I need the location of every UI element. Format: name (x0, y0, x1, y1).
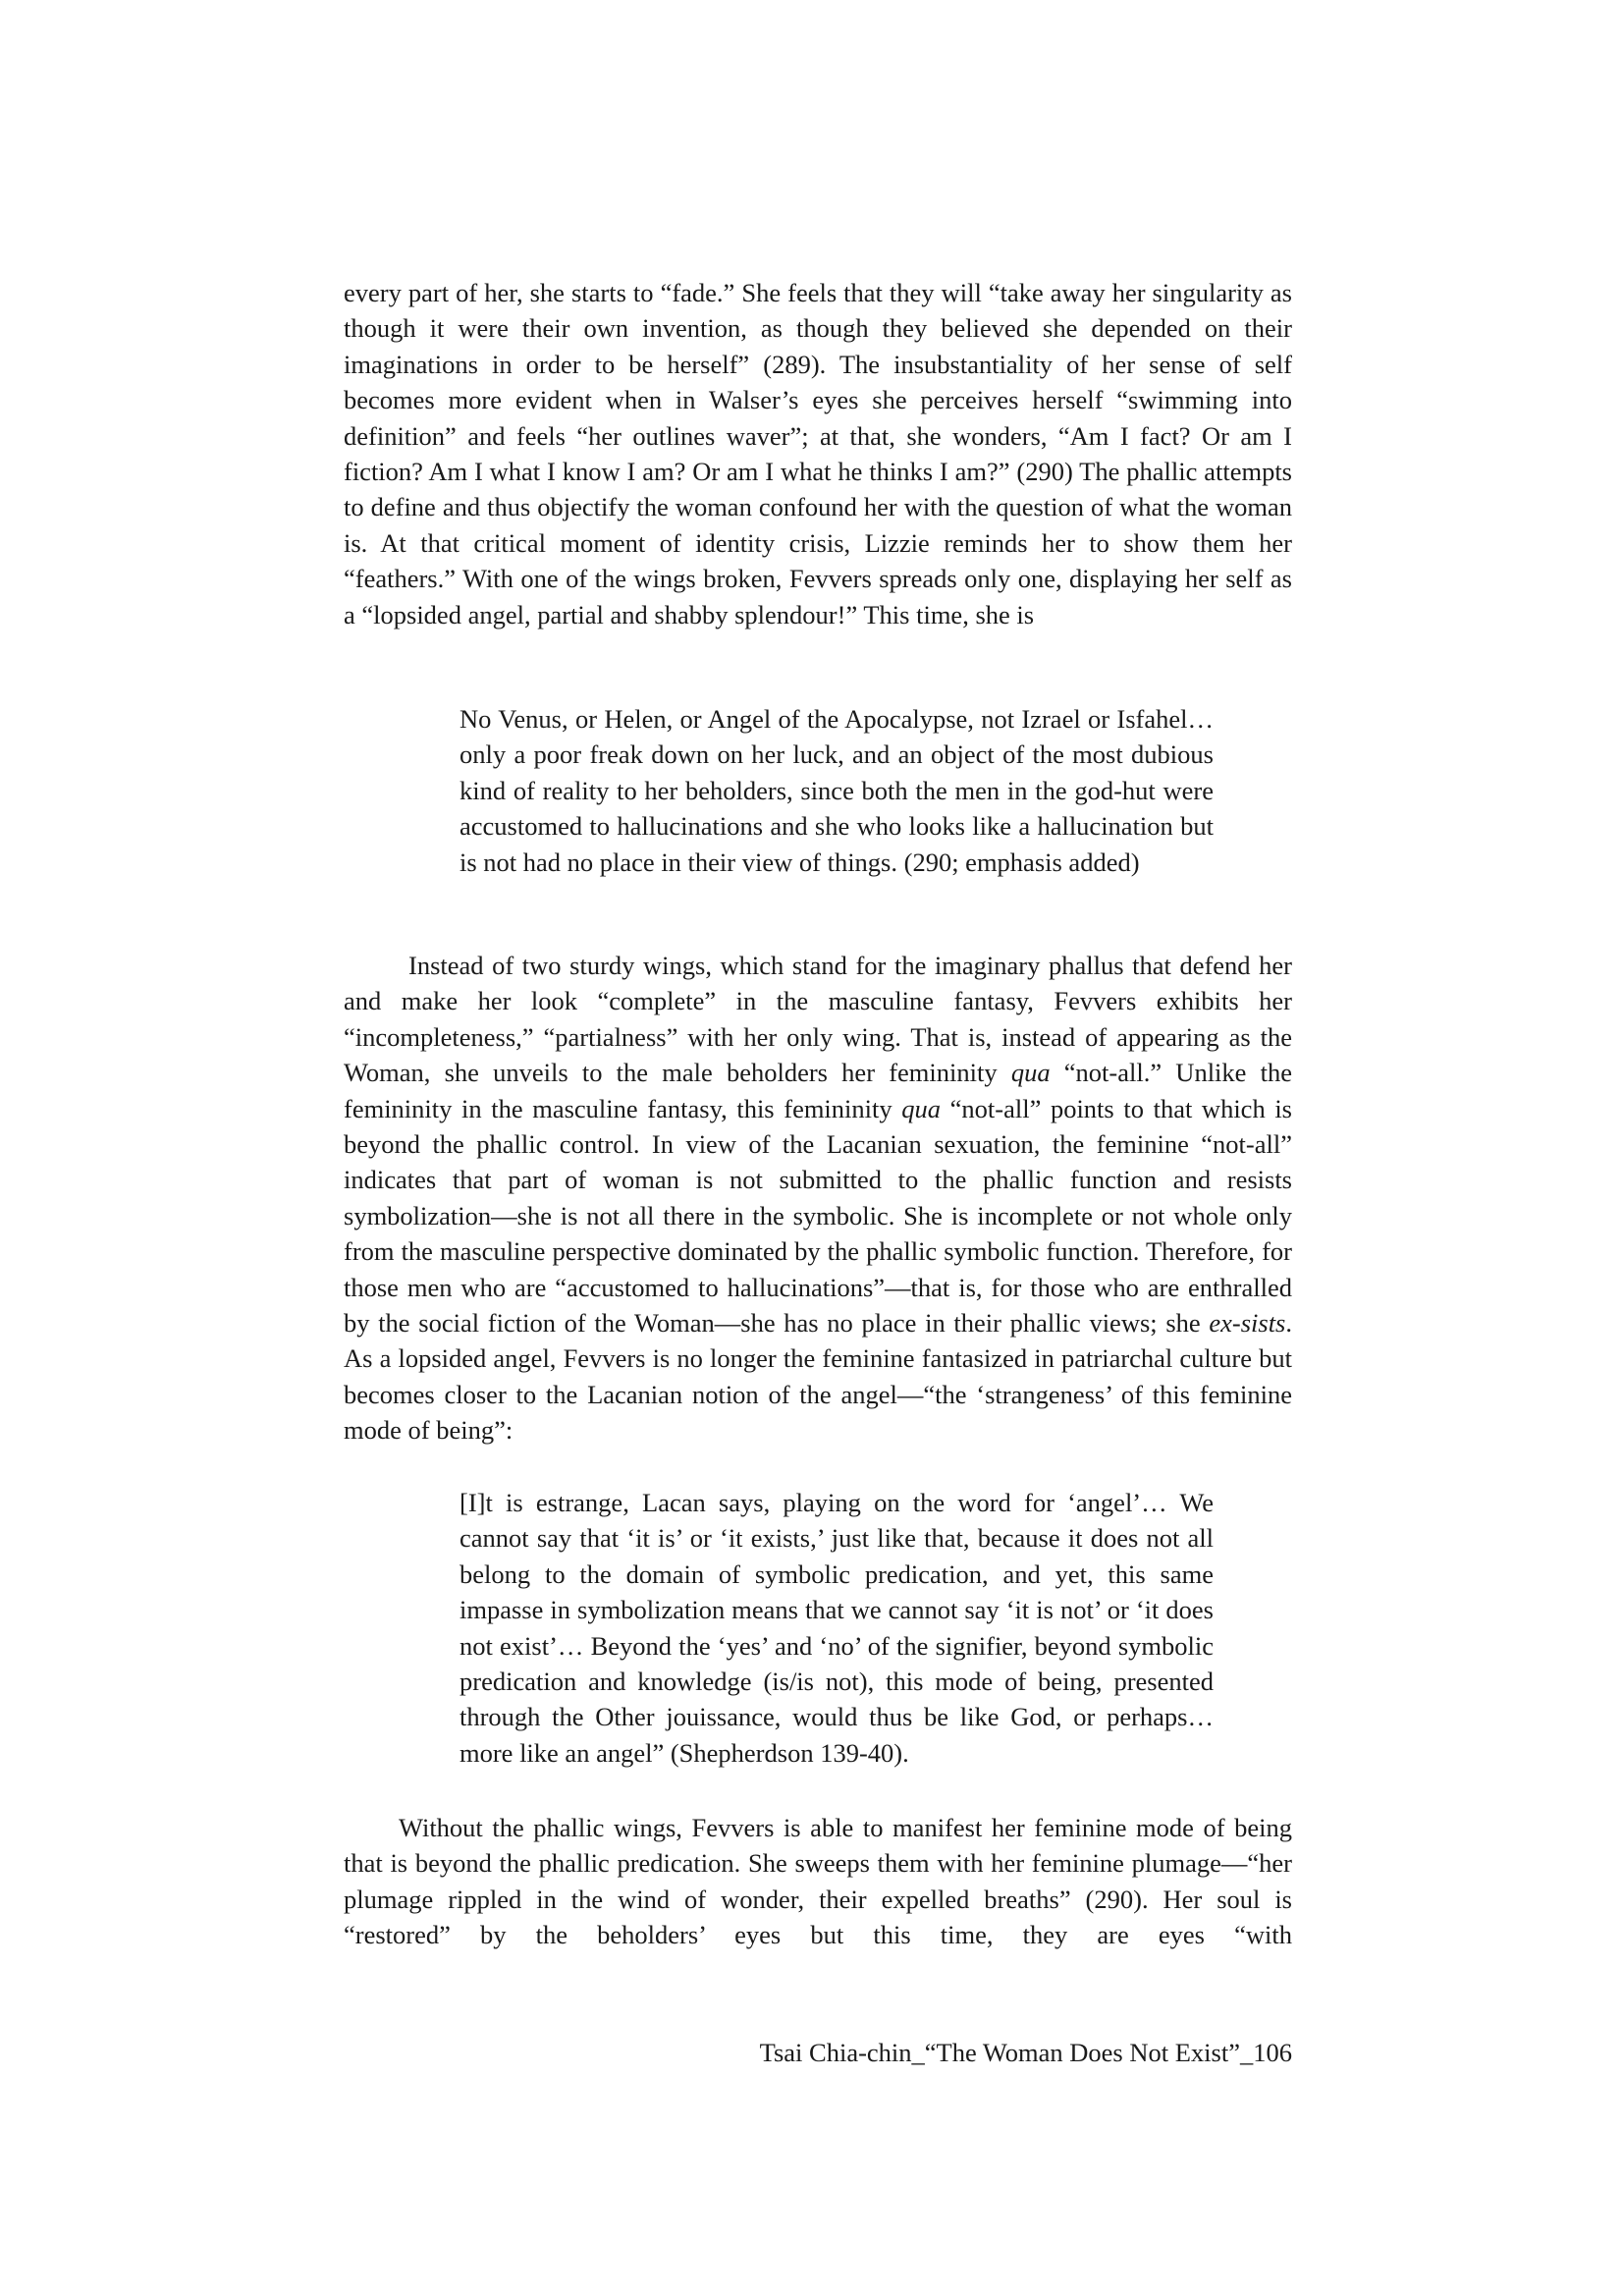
paragraph-2-text-d: . As a lopsided angel, Fevvers is no longer the feminine fantasized in patriarchal culture but becomes closer to the Lacanian notion of the angel—“the ‘strangeness’ of this feminine mode of being”: (344, 1308, 1292, 1446)
paragraph-3: Without the phallic wings, Fevvers is able to manifest her feminine mode of being that is beyond the phallic predication. She sweeps them with her feminine plumage—“her plumage rippled in the wind of wonder, their expelled breaths” (290). Her soul is “restored” by the beholders’ eyes but this time, they are eyes “with (344, 1813, 1292, 1950)
paragraph-2-text-c: “not-all” points to that which is beyond the phallic control. In view of the Lacanian sexuation, the feminine “not-all” indicates that part of woman is not submitted to the phallic function and resists symbolization—she is not all there in the symbolic. She is incomplete or not whole only from the masculine perspective dominated by the phallic symbolic function. Therefore, for those men who are “accustomed to hallucinations”—that is, for those who are enthralled by the social fiction of the Woman—she has no place in their phallic views; she (344, 1093, 1292, 1339)
italic-ex-sists: ex-sists (1209, 1308, 1286, 1339)
paragraph-2 (344, 948, 1292, 1449)
italic-qua-2: qua (901, 1093, 942, 1123)
paragraph-1: every part of her, she starts to “fade.” She feels that they will “take away her singularity as though it were their own invention, as though they believed she depended on their imaginations in order to be herself” (289). The insubstantiality of her sense of self becomes more evident when in Walser’s eyes she perceives herself “swimming into definition” and feels “her outlines waver”; at that, she wonders, “Am I fact? Or am I fiction? Am I what I know I am? Or am I what he thinks I am?” (290) The phallic attempts to define and thus objectify the woman confound her with the question of what the woman is. At that critical moment of identity crisis, Lizzie reminds her to show them her “feathers.” With one of the wings broken, Fevvers spreads only one, displaying her self as a “lopsided angel, partial and shabby splendour!” This time, she is (344, 278, 1292, 629)
italic-qua-1: qua (1010, 1058, 1051, 1088)
paragraph-2-text-a: Instead of two sturdy wings, which stand for the imaginary phallus that defend her and make her look “complete” in the masculine fantasy, Fevvers exhibits her “incompleteness,” “partialness” with her only wing. That is, instead of appearing as the Woman, she unveils to the male beholders her femininity (344, 951, 1292, 1088)
running-footer: Tsai Chia-chin_“The Woman Does Not Exist”_106 (759, 2038, 1292, 2067)
paragraph-2-text-b: “not-all.” Unlike the femininity in the masculine fantasy, this femininity (344, 1058, 1293, 1123)
block-quote-1: No Venus, or Helen, or Angel of the Apocalypse, not Izrael or Isfahel… only a poor freak down on her luck, and an object of the most dubious kind of reality to her beholders, since both the men in the god-hut were accustomed to hallucinations and she who looks like a hallucination but is not had no place in their view of things. (290; emphasis added) (460, 704, 1214, 877)
block-quote-2: [I]t is estrange, Lacan says, playing on the word for ‘angel’… We cannot say that ‘it is’ or ‘it exists,’ just like that, because it does not all belong to the domain of symbolic predication, and yet, this same impasse in symbolization means that we cannot say ‘it is not’ or ‘it does not exist’… Beyond the ‘yes’ and ‘no’ of the signifier, beyond symbolic predication and knowledge (is/is not), this mode of being, presented through the Other jouissance, would thus be like God, or perhaps… more like an angel” (Shepherdson 139-40). (460, 1488, 1214, 1768)
